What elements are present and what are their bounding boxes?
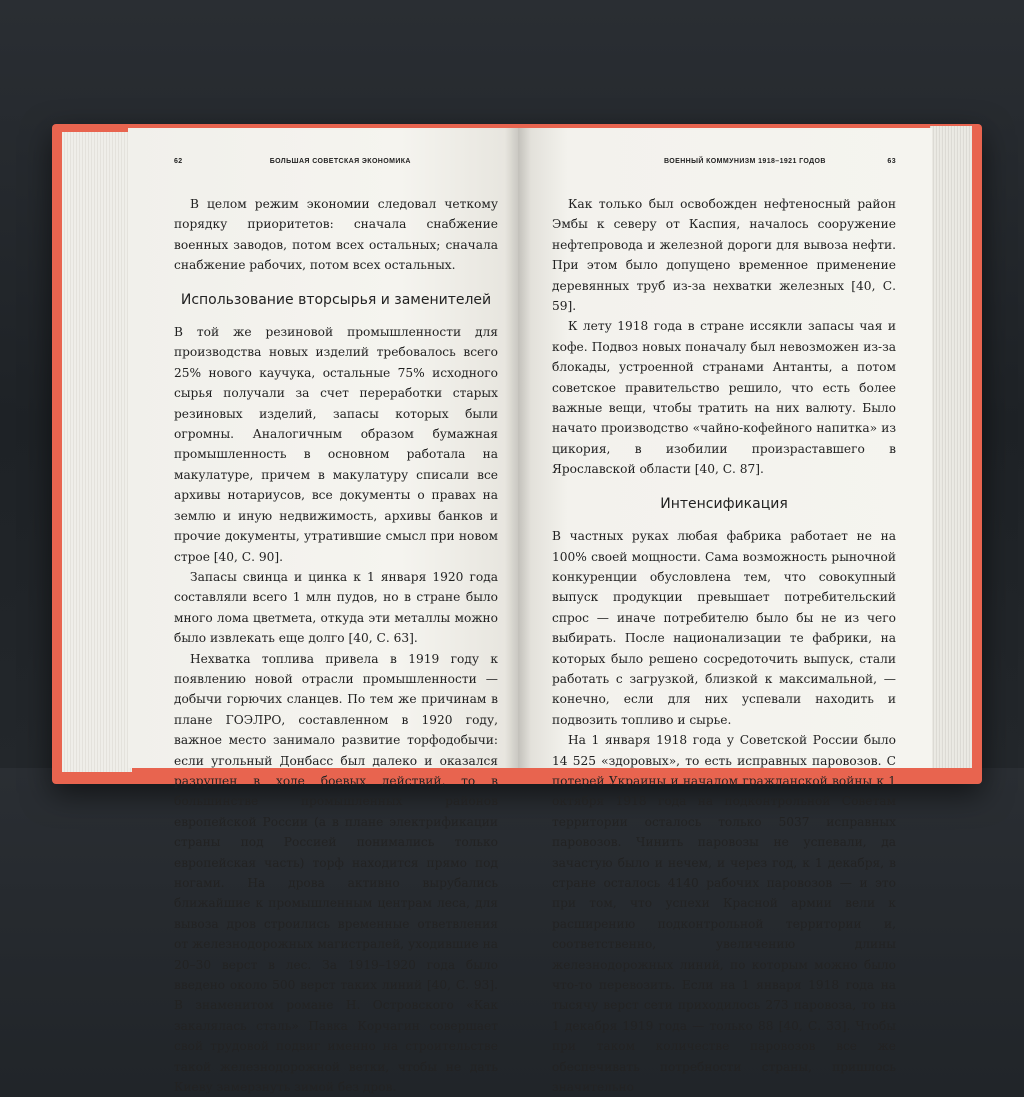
right-running-head — [552, 156, 896, 166]
left-running-head — [174, 156, 498, 166]
left-body-text — [174, 194, 498, 1097]
book-gutter — [505, 128, 531, 768]
page-edges-right — [930, 126, 972, 768]
paragraph: Нехватка топлива привела в 1919 году к появлению новой отрасли промышленности — добычи горючих сланцев. По тем же причинам в плане ГОЭЛРО, составленном в 1920 году, важное место занимало развитие торфодобычи: если угольный Донбасс был далеко и оказался разрушен в ходе боевых действий, то в большинстве промышленных районов европейской России (а в плане электрификации страны под Россией понимались только европейская часть) торф находится прямо под ногами. На дрова активно вырубались ближайшие к промышленным центрам леса, для вывоза дров строились временные ответвления от железнодорожных магистралей, уходившие на 20–30 верст в лес. За 1919–1920 года было введено около 500 верст таких линий [40, С. 93]. В знаменитом романе Н. Островского «Как закалялась сталь» Павка Корчагин совершает свой трудовой подвиг именно на строительстве такой железнодорожной ветки, чтобы не дать Киеву замерзнуть зимой без дров. — [174, 651, 498, 1095]
section-heading: Интенсификация — [660, 495, 788, 512]
page-edges-left — [62, 132, 132, 772]
paragraph: Как только был освобожден нефтеносный район Эмбы к северу от Каспия, началось сооружение нефтепровода и железной дороги для вывоза нефти. При этом было допущено временное применение деревянных труб из-за нехватки железных [40, С. 59]. — [552, 197, 896, 314]
paragraph: Запасы свинца и цинка к 1 января 1920 года составляли всего 1 млн пудов, но в стране было много лома цветмета, откуда эти металлы можно было извлекать еще долго [40, С. 63]. — [174, 569, 498, 646]
paragraph: В частных руках любая фабрика работает не на 100% своей мощности. Сама возможность рыночной конкуренции обусловлена тем, что совокупный выпуск продукции превышает потребительский спрос — иначе потребителю было бы не из чего выбирать. После национализации те фабрики, на которых было решено сосредоточить выпуск, стали работать с загрузкой, близкой к максимальной, — конечно, если для них успевали находить и подвозить топливо и сырье. — [552, 529, 896, 727]
right-body-text — [552, 194, 896, 1097]
right-running-title: ВОЕННЫЙ КОММУНИЗМ 1918–1921 ГОДОВ — [664, 157, 826, 165]
left-page-number: 62 — [174, 157, 183, 165]
left-running-title: БОЛЬШАЯ СОВЕТСКАЯ ЭКОНОМИКА — [269, 157, 411, 165]
paragraph: К лету 1918 года в стране иссякли запасы чая и кофе. Подвоз новых поначалу был невозможен из-за блокады, устроенной странами Антанты, а потом советское правительство решило, что есть более важные вещи, чтобы тратить на них валюту. Было начато производство «чайно-кофейного напитка» из цикория, в изобилии произраставшего в Ярославской области [40, С. 87]. — [552, 319, 896, 477]
right-page-number: 63 — [887, 157, 896, 165]
paragraph: На 1 января 1918 года у Советской России было 14 525 «здоровых», то есть исправных паровозов. С потерей Украины и началом гражданской войны к 1 октября 1918 года на подконтрольной Советам территории осталось только 5037 исправных паровозов. Чинить паровозы не успевали, да зачастую было и нечем, и через год, к 1 декабря, в стране осталось 4140 рабочих паровозов — и это при том, что успехи Красной армии вели к расширению подконтрольной территории и, соответственно, увеличению длины железнодорожных линий, по которым можно было что-то перевозить. Если на 1 января 1918 года на тысячу верст сети приходилось 273 паровоза, то на 1 декабря 1919 года — только 88 [40, С. 33]. Чтобы при таком количестве паровозов все же обеспечивать потребности страны, пришлось значительно — [552, 733, 896, 1095]
paragraph: В целом режим экономии следовал четкому порядку приоритетов: сначала снабжение военных заводов, потом всех остальных; сначала снабжение рабочих, потом всех остальных. — [174, 197, 498, 273]
paragraph: В той же резиновой промышленности для производства новых изделий требовалось всего 25% нового каучука, остальные 75% исходного сырья получали за счет переработки старых резиновых изделий, запасы которых были огромны. Аналогичным образом бумажная промышленность в основном работала на макулатуре, причем в макулатуру списали все архивы нотариусов, все документы о правах на землю и иную недвижимость, архивы банков и прочие документы, утратившие смысл при новом строе [40, С. 90]. — [174, 325, 498, 564]
right-page — [518, 128, 932, 1095]
section-heading: Использование вторсырья и заменителей — [180, 291, 492, 308]
left-page — [128, 128, 518, 1095]
